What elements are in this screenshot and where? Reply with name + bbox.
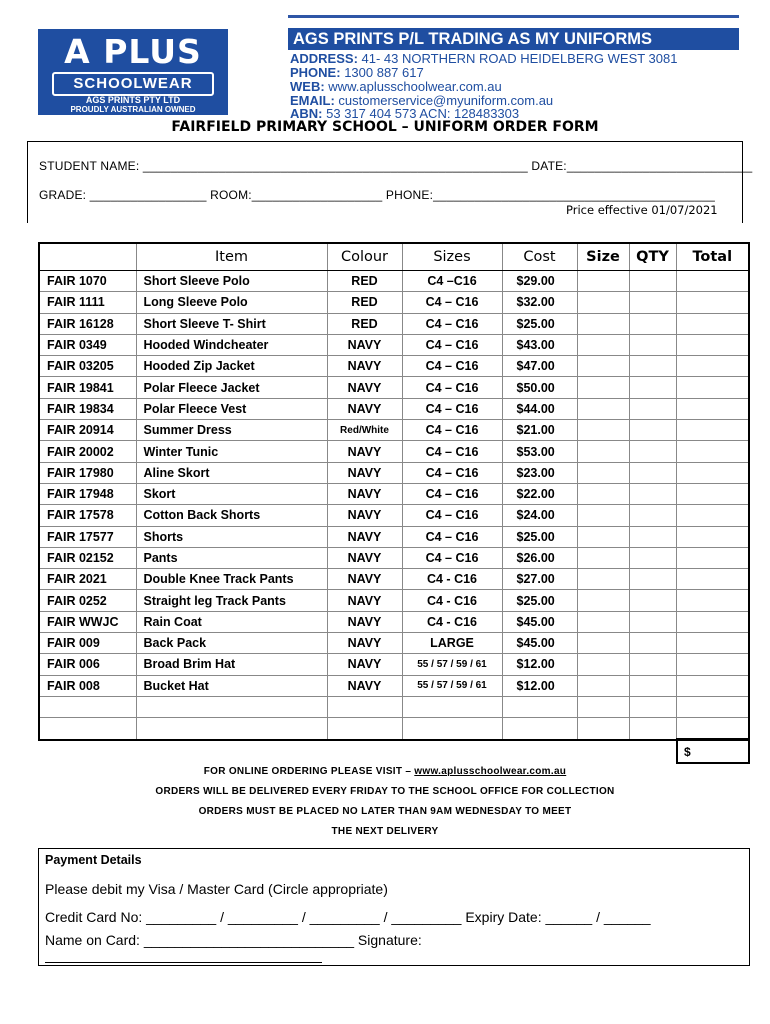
- contact-value: 53 317 404 573 ACN: 128483303: [326, 106, 520, 121]
- item-name: Shorts: [136, 526, 327, 547]
- blank-cell[interactable]: [577, 718, 629, 740]
- item-name: Back Pack: [136, 633, 327, 654]
- table-row: [39, 654, 749, 675]
- item-cost: $27.00: [502, 569, 577, 590]
- credit-card-number-field[interactable]: Credit Card No: _________ / _________ / _________ / _________ Expiry Date: ______ / ______: [45, 909, 651, 925]
- item-sizes: C4 – C16: [402, 462, 502, 483]
- item-cost: $22.00: [502, 483, 577, 504]
- size-entry-cell[interactable]: [577, 271, 629, 292]
- item-code: FAIR 0252: [39, 590, 136, 611]
- table-row: [39, 547, 749, 568]
- item-colour: NAVY: [327, 462, 402, 483]
- contact-value: 1300 887 617: [344, 65, 424, 80]
- header-code: [39, 243, 136, 271]
- qty-entry-cell[interactable]: [629, 334, 676, 355]
- contact-value: 41- 43 NORTHERN ROAD HEIDELBERG WEST 3081: [361, 51, 678, 66]
- online-ordering-notice: [0, 766, 770, 777]
- item-sizes: C4 – C16: [402, 313, 502, 334]
- item-code: FAIR 17948: [39, 483, 136, 504]
- item-sizes: C4 – C16: [402, 483, 502, 504]
- item-sizes: 55 / 57 / 59 / 61: [402, 675, 502, 696]
- name-signature-field[interactable]: Name on Card: ___________________________ Signature:: [45, 932, 422, 948]
- total-entry-cell[interactable]: [676, 420, 749, 441]
- item-colour: Red/White: [327, 420, 402, 441]
- item-cost: $32.00: [502, 292, 577, 313]
- size-entry-cell[interactable]: [577, 569, 629, 590]
- logo-line-1: A PLUS: [64, 32, 202, 71]
- qty-entry-cell[interactable]: [629, 654, 676, 675]
- item-cost: $44.00: [502, 398, 577, 419]
- size-entry-cell[interactable]: [577, 462, 629, 483]
- price-effective-note: Price effective 01/07/2021: [566, 203, 718, 217]
- qty-entry-cell[interactable]: [629, 377, 676, 398]
- item-code: FAIR 008: [39, 675, 136, 696]
- item-name: Polar Fleece Vest: [136, 398, 327, 419]
- total-entry-cell[interactable]: [676, 654, 749, 675]
- size-entry-cell[interactable]: [577, 675, 629, 696]
- item-cost: $25.00: [502, 313, 577, 334]
- size-entry-cell[interactable]: [577, 483, 629, 504]
- item-colour: RED: [327, 271, 402, 292]
- header-qty: QTY: [629, 243, 676, 271]
- blank-cell[interactable]: [402, 718, 502, 740]
- item-sizes: 55 / 57 / 59 / 61: [402, 654, 502, 675]
- total-entry-cell[interactable]: [676, 505, 749, 526]
- item-sizes: C4 - C16: [402, 569, 502, 590]
- form-title: FAIRFIELD PRIMARY SCHOOL – UNIFORM ORDER FORM: [171, 119, 599, 135]
- blank-table-row[interactable]: [39, 696, 749, 717]
- online-ordering-text: FOR ONLINE ORDERING PLEASE VISIT –: [203, 766, 415, 777]
- table-row: [39, 611, 749, 632]
- size-entry-cell[interactable]: [577, 547, 629, 568]
- table-row: [39, 334, 749, 355]
- total-entry-cell[interactable]: [676, 483, 749, 504]
- item-name: Polar Fleece Jacket: [136, 377, 327, 398]
- total-entry-cell[interactable]: [676, 547, 749, 568]
- qty-entry-cell[interactable]: [629, 526, 676, 547]
- item-code: FAIR 02152: [39, 547, 136, 568]
- blank-table-row[interactable]: [39, 718, 749, 740]
- item-sizes: C4 – C16: [402, 398, 502, 419]
- item-name: Short Sleeve Polo: [136, 271, 327, 292]
- blank-cell[interactable]: [577, 696, 629, 717]
- item-sizes: C4 – C16: [402, 356, 502, 377]
- size-entry-cell[interactable]: [577, 654, 629, 675]
- student-name-date-field[interactable]: STUDENT NAME: ________________________________________________________ DATE:___________________________: [39, 159, 753, 173]
- size-entry-cell[interactable]: [577, 526, 629, 547]
- item-code: FAIR 20914: [39, 420, 136, 441]
- table-row: [39, 377, 749, 398]
- blank-cell[interactable]: [327, 718, 402, 740]
- item-cost: $53.00: [502, 441, 577, 462]
- header-top-rule: [288, 15, 739, 18]
- blank-cell[interactable]: [502, 696, 577, 717]
- header-item: Item: [136, 243, 327, 271]
- item-cost: $43.00: [502, 334, 577, 355]
- size-entry-cell[interactable]: [577, 441, 629, 462]
- contact-label: WEB:: [290, 79, 325, 94]
- table-row: [39, 462, 749, 483]
- qty-entry-cell[interactable]: [629, 420, 676, 441]
- item-name: Long Sleeve Polo: [136, 292, 327, 313]
- item-sizes: C4 – C16: [402, 420, 502, 441]
- qty-entry-cell[interactable]: [629, 292, 676, 313]
- item-code: FAIR 19841: [39, 377, 136, 398]
- item-code: FAIR 19834: [39, 398, 136, 419]
- online-ordering-link[interactable]: www.aplusschoolwear.com.au: [414, 766, 567, 777]
- item-sizes: C4 – C16: [402, 526, 502, 547]
- logo-line-4: PROUDLY AUSTRALIAN OWNED: [70, 105, 196, 114]
- item-code: FAIR 1070: [39, 271, 136, 292]
- size-entry-cell[interactable]: [577, 420, 629, 441]
- item-name: Summer Dress: [136, 420, 327, 441]
- company-banner: AGS PRINTS P/L TRADING AS MY UNIFORMS: [288, 28, 739, 50]
- item-name: Double Knee Track Pants: [136, 569, 327, 590]
- item-colour: NAVY: [327, 633, 402, 654]
- qty-entry-cell[interactable]: [629, 611, 676, 632]
- blank-cell[interactable]: [39, 696, 136, 717]
- total-entry-cell[interactable]: [676, 292, 749, 313]
- table-row: [39, 271, 749, 292]
- item-code: FAIR 16128: [39, 313, 136, 334]
- item-sizes: C4 – C16: [402, 547, 502, 568]
- item-cost: $25.00: [502, 526, 577, 547]
- blank-cell[interactable]: [676, 696, 749, 717]
- blank-cell[interactable]: [629, 696, 676, 717]
- header-sizes: Sizes: [402, 243, 502, 271]
- item-name: Cotton Back Shorts: [136, 505, 327, 526]
- total-entry-cell[interactable]: [676, 377, 749, 398]
- total-entry-cell[interactable]: [676, 526, 749, 547]
- size-entry-cell[interactable]: [577, 356, 629, 377]
- item-colour: NAVY: [327, 675, 402, 696]
- logo-line-2: SCHOOLWEAR: [52, 72, 214, 96]
- contact-address: [290, 51, 677, 66]
- size-entry-cell[interactable]: [577, 611, 629, 632]
- size-entry-cell[interactable]: [577, 334, 629, 355]
- item-colour: NAVY: [327, 334, 402, 355]
- signature-underline: [45, 962, 322, 963]
- total-entry-cell[interactable]: [676, 611, 749, 632]
- item-colour: NAVY: [327, 654, 402, 675]
- item-name: Winter Tunic: [136, 441, 327, 462]
- item-name: Short Sleeve T- Shirt: [136, 313, 327, 334]
- qty-entry-cell[interactable]: [629, 547, 676, 568]
- item-sizes: C4 – C16: [402, 377, 502, 398]
- item-sizes: C4 – C16: [402, 292, 502, 313]
- contact-label: ADDRESS:: [290, 51, 358, 66]
- grand-total-box[interactable]: $: [676, 738, 750, 764]
- qty-entry-cell[interactable]: [629, 505, 676, 526]
- item-name: Straight leg Track Pants: [136, 590, 327, 611]
- table-header-row: [39, 243, 749, 271]
- item-code: FAIR 17980: [39, 462, 136, 483]
- table-row: [39, 675, 749, 696]
- table-row: [39, 441, 749, 462]
- blank-cell[interactable]: [402, 696, 502, 717]
- qty-entry-cell[interactable]: [629, 441, 676, 462]
- payment-details-box: [38, 848, 750, 966]
- table-row: [39, 483, 749, 504]
- blank-cell[interactable]: [136, 718, 327, 740]
- total-entry-cell[interactable]: [676, 462, 749, 483]
- item-code: FAIR 17578: [39, 505, 136, 526]
- blank-cell[interactable]: [327, 696, 402, 717]
- next-delivery-notice: THE NEXT DELIVERY: [331, 826, 439, 837]
- total-entry-cell[interactable]: [676, 313, 749, 334]
- total-entry-cell[interactable]: [676, 356, 749, 377]
- item-sizes: C4 - C16: [402, 590, 502, 611]
- item-sizes: LARGE: [402, 633, 502, 654]
- item-cost: $21.00: [502, 420, 577, 441]
- blank-cell[interactable]: [136, 696, 327, 717]
- table-row: [39, 569, 749, 590]
- item-cost: $50.00: [502, 377, 577, 398]
- table-row: [39, 356, 749, 377]
- table-row: [39, 292, 749, 313]
- item-sizes: C4 - C16: [402, 611, 502, 632]
- contact-label: ABN:: [290, 106, 323, 121]
- qty-entry-cell[interactable]: [629, 633, 676, 654]
- size-entry-cell[interactable]: [577, 633, 629, 654]
- item-colour: NAVY: [327, 377, 402, 398]
- total-entry-cell[interactable]: [676, 398, 749, 419]
- contact-value[interactable]: customerservice@myuniform.com.au: [338, 93, 554, 108]
- item-code: FAIR 009: [39, 633, 136, 654]
- item-colour: NAVY: [327, 505, 402, 526]
- header-total: Total: [676, 243, 749, 271]
- item-colour: NAVY: [327, 569, 402, 590]
- size-entry-cell[interactable]: [577, 505, 629, 526]
- blank-cell[interactable]: [676, 718, 749, 740]
- item-colour: NAVY: [327, 398, 402, 419]
- total-entry-cell[interactable]: [676, 590, 749, 611]
- contact-label: EMAIL:: [290, 93, 335, 108]
- size-entry-cell[interactable]: [577, 292, 629, 313]
- qty-entry-cell[interactable]: [629, 462, 676, 483]
- uniform-items-table: [38, 242, 750, 741]
- table-row: [39, 398, 749, 419]
- item-colour: NAVY: [327, 441, 402, 462]
- item-cost: $26.00: [502, 547, 577, 568]
- item-name: Broad Brim Hat: [136, 654, 327, 675]
- item-cost: $25.00: [502, 590, 577, 611]
- table-row: [39, 313, 749, 334]
- item-colour: RED: [327, 313, 402, 334]
- item-name: Bucket Hat: [136, 675, 327, 696]
- table-row: [39, 590, 749, 611]
- item-sizes: C4 – C16: [402, 334, 502, 355]
- header-colour: Colour: [327, 243, 402, 271]
- item-code: FAIR WWJC: [39, 611, 136, 632]
- item-code: FAIR 006: [39, 654, 136, 675]
- item-code: FAIR 0349: [39, 334, 136, 355]
- table-row: [39, 633, 749, 654]
- logo-line-3: AGS PRINTS PTY LTD: [85, 95, 181, 105]
- item-code: FAIR 1111: [39, 292, 136, 313]
- blank-cell[interactable]: [39, 718, 136, 740]
- item-name: Rain Coat: [136, 611, 327, 632]
- item-name: Skort: [136, 483, 327, 504]
- table-row: [39, 420, 749, 441]
- item-colour: NAVY: [327, 611, 402, 632]
- contact-phone: [290, 65, 424, 80]
- header-size: Size: [577, 243, 629, 271]
- item-cost: $45.00: [502, 633, 577, 654]
- item-colour: NAVY: [327, 356, 402, 377]
- qty-entry-cell[interactable]: [629, 271, 676, 292]
- size-entry-cell[interactable]: [577, 313, 629, 334]
- item-sizes: C4 – C16: [402, 505, 502, 526]
- table-row: [39, 505, 749, 526]
- company-logo: [38, 29, 228, 115]
- size-entry-cell[interactable]: [577, 377, 629, 398]
- item-name: Hooded Windcheater: [136, 334, 327, 355]
- item-colour: NAVY: [327, 547, 402, 568]
- item-name: Hooded Zip Jacket: [136, 356, 327, 377]
- total-entry-cell[interactable]: [676, 675, 749, 696]
- grade-room-phone-field[interactable]: GRADE: _________________ ROOM:___________________ PHONE:_________________________________________: [39, 188, 715, 202]
- item-colour: RED: [327, 292, 402, 313]
- header-cost: Cost: [502, 243, 577, 271]
- contact-label: PHONE:: [290, 65, 341, 80]
- item-cost: $12.00: [502, 675, 577, 696]
- total-entry-cell[interactable]: [676, 633, 749, 654]
- item-colour: NAVY: [327, 526, 402, 547]
- qty-entry-cell[interactable]: [629, 356, 676, 377]
- item-cost: $45.00: [502, 611, 577, 632]
- item-code: FAIR 20002: [39, 441, 136, 462]
- item-cost: $29.00: [502, 271, 577, 292]
- item-colour: NAVY: [327, 483, 402, 504]
- item-name: Pants: [136, 547, 327, 568]
- item-code: FAIR 03205: [39, 356, 136, 377]
- item-cost: $47.00: [502, 356, 577, 377]
- item-name: Aline Skort: [136, 462, 327, 483]
- item-sizes: C4 –C16: [402, 271, 502, 292]
- contact-value[interactable]: www.aplusschoolwear.com.au: [328, 79, 502, 94]
- card-type-selection[interactable]: Please debit my Visa / Master Card (Circle appropriate): [45, 881, 388, 897]
- item-cost: $12.00: [502, 654, 577, 675]
- payment-details-title: Payment Details: [45, 853, 142, 867]
- total-entry-cell[interactable]: [676, 334, 749, 355]
- item-sizes: C4 – C16: [402, 441, 502, 462]
- total-entry-cell[interactable]: [676, 271, 749, 292]
- qty-entry-cell[interactable]: [629, 313, 676, 334]
- blank-cell[interactable]: [629, 718, 676, 740]
- item-colour: NAVY: [327, 590, 402, 611]
- total-entry-cell[interactable]: [676, 569, 749, 590]
- delivery-notice: ORDERS WILL BE DELIVERED EVERY FRIDAY TO THE SCHOOL OFFICE FOR COLLECTION: [155, 786, 615, 797]
- size-entry-cell[interactable]: [577, 398, 629, 419]
- qty-entry-cell[interactable]: [629, 590, 676, 611]
- blank-cell[interactable]: [502, 718, 577, 740]
- contact-web: [290, 79, 502, 94]
- size-entry-cell[interactable]: [577, 590, 629, 611]
- qty-entry-cell[interactable]: [629, 398, 676, 419]
- qty-entry-cell[interactable]: [629, 483, 676, 504]
- total-entry-cell[interactable]: [676, 441, 749, 462]
- item-code: FAIR 17577: [39, 526, 136, 547]
- item-cost: $23.00: [502, 462, 577, 483]
- deadline-notice: ORDERS MUST BE PLACED NO LATER THAN 9AM WEDNESDAY TO MEET: [198, 806, 572, 817]
- qty-entry-cell[interactable]: [629, 675, 676, 696]
- table-row: [39, 526, 749, 547]
- qty-entry-cell[interactable]: [629, 569, 676, 590]
- item-code: FAIR 2021: [39, 569, 136, 590]
- item-cost: $24.00: [502, 505, 577, 526]
